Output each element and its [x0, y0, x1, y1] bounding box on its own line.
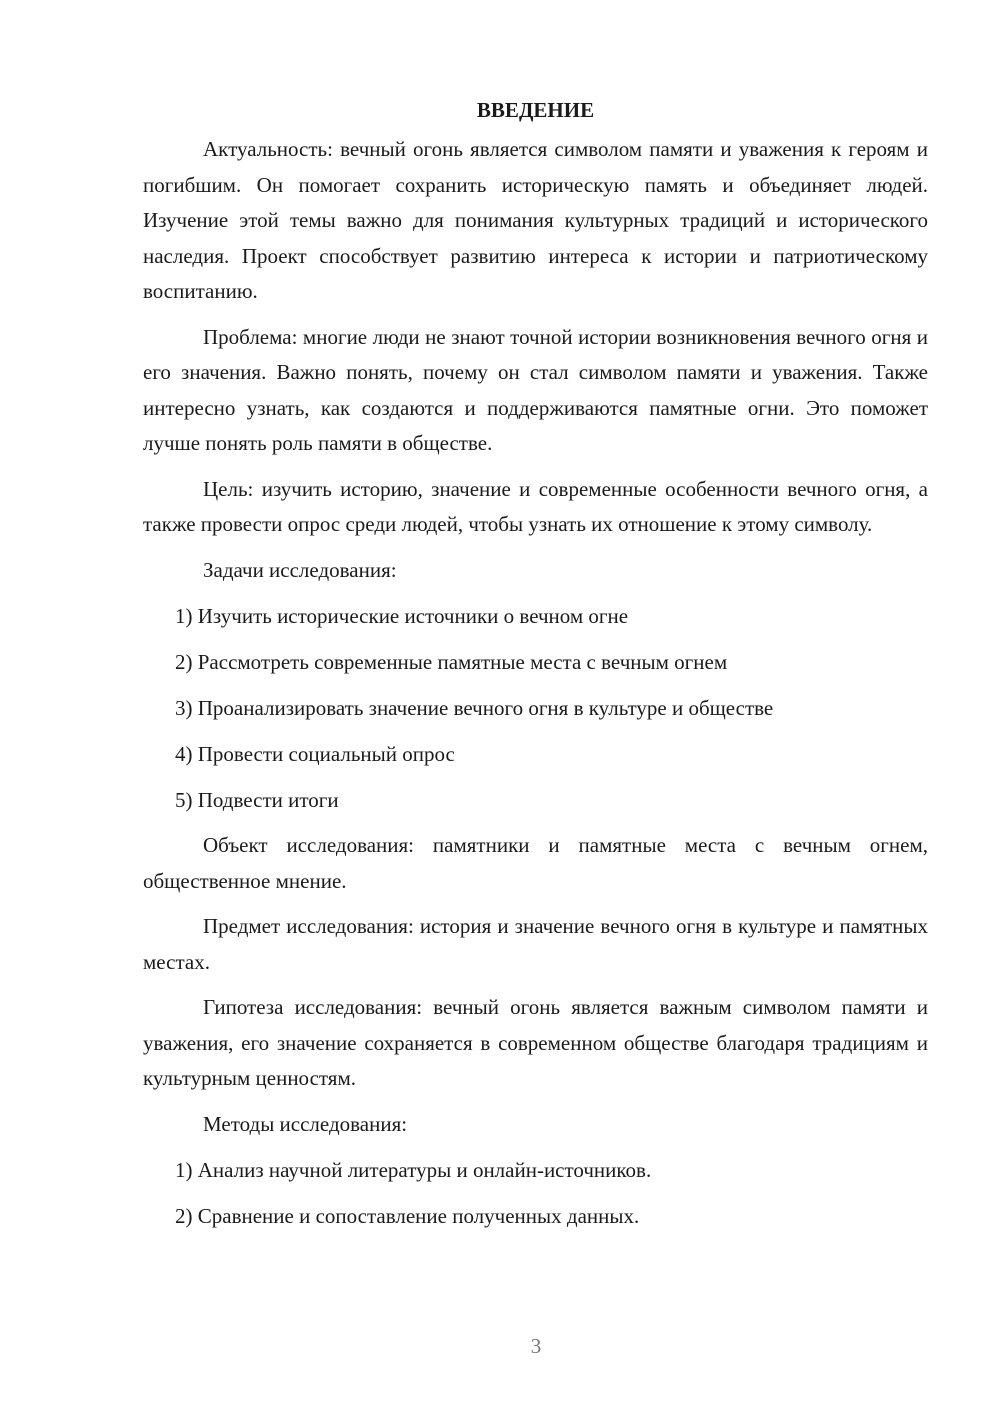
list-item: 3) Проанализировать значение вечного огня в культуре и обществе: [175, 696, 774, 720]
tasks-list: [143, 598, 928, 818]
list-item: 1) Анализ научной литературы и онлайн-источников.: [175, 1158, 652, 1182]
goal-paragraph: Цель: изучить историю, значение и современные особенности вечного огня, а также провести опрос среди людей, чтобы узнать их отношение к этому символу.: [143, 476, 928, 536]
object-paragraph: Объект исследования: памятники и памятные места с вечным огнем, общественное мнение.: [143, 833, 928, 893]
page-number: 3: [530, 1334, 542, 1358]
methods-title: Методы исследования:: [203, 1111, 408, 1136]
hypothesis-paragraph: Гипотеза исследования: вечный огонь является важным символом памяти и уважения, его значение сохраняется в современном обществе благодаря традициям и культурным ценностям.: [143, 995, 928, 1090]
list-item: 5) Подвести итоги: [175, 788, 339, 812]
document-page: [143, 92, 928, 1244]
relevance-paragraph: Актуальность: вечный огонь является символом памяти и уважения к героям и погибшим. Он помогает сохранить историческую память и объединяет людей. Изучение этой темы важно для понимания культурных традиций и исторического наследия. Проект способствует развитию интереса к истории и патриотическому воспитанию.: [143, 137, 928, 303]
subject-paragraph: Предмет исследования: история и значение вечного огня в культуре и памятных местах.: [143, 914, 928, 974]
methods-list: [143, 1152, 928, 1234]
list-item: 2) Сравнение и сопоставление полученных данных.: [175, 1204, 640, 1228]
list-item: 4) Провести социальный опрос: [175, 742, 455, 766]
problem-paragraph: Проблема: многие люди не знают точной истории возникновения вечного огня и его значения. Важно понять, почему он стал символом памяти и уважения. Также интересно узнать, как создаются и поддерживаются памятные огни. Это поможет лучше понять роль памяти в обществе.: [143, 324, 928, 455]
list-item: 2) Рассмотреть современные памятные места с вечным огнем: [175, 650, 728, 674]
tasks-title: Задачи исследования:: [203, 557, 397, 582]
page-title: ВВЕДЕНИЕ: [476, 98, 595, 122]
list-item: 1) Изучить исторические источники о вечном огне: [175, 604, 629, 628]
